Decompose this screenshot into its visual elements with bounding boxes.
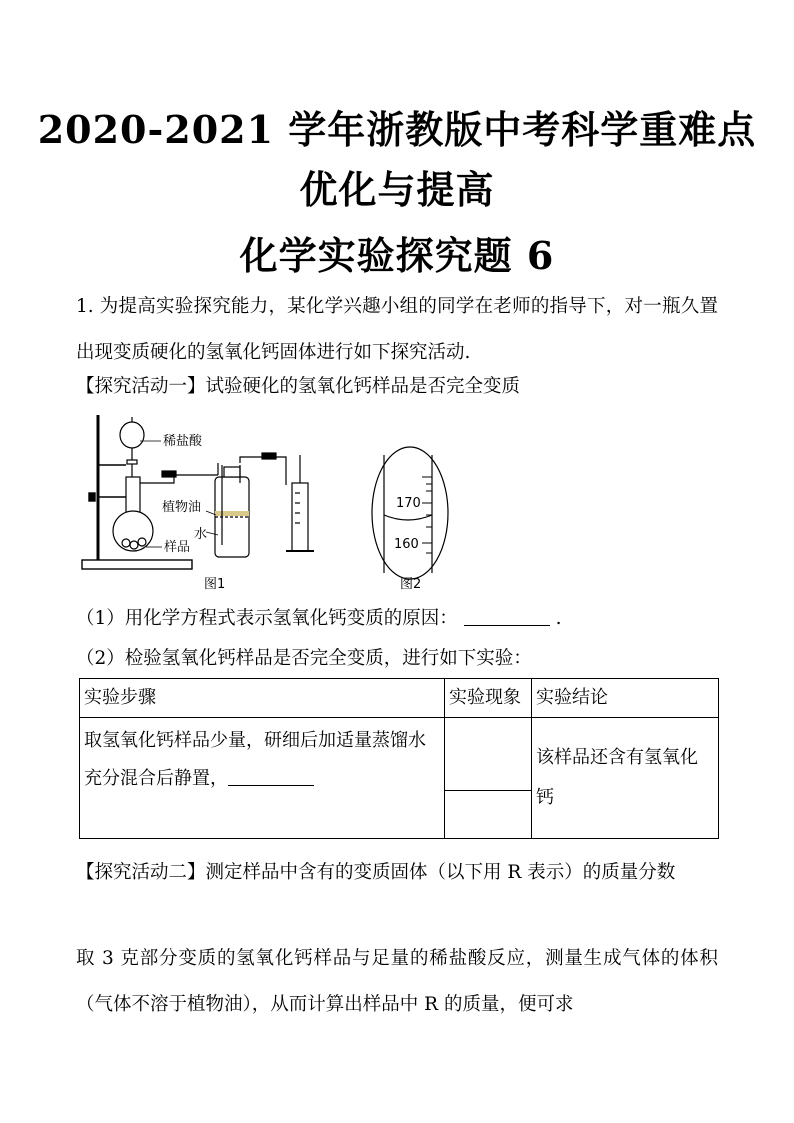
label-acid: 稀盐酸 (163, 434, 203, 449)
answer-blank-equation[interactable] (464, 607, 550, 626)
label-sample: 样品 (164, 540, 191, 555)
scale-zoom (372, 447, 448, 579)
apparatus-figure (76, 405, 466, 600)
scale-tick-170: 170 (396, 496, 421, 511)
activity-two-heading: 【探究活动二】测定样品中含有的变质固体（以下用 R 表示）的质量分数 (76, 862, 676, 883)
sub-question-2: （2）检验氢氧化钙样品是否完全变质，进行如下实验： (76, 648, 532, 669)
header-phenomenon: 实验现象 (445, 679, 532, 718)
sub-question-1-end: . (555, 608, 562, 629)
experiment-table (79, 678, 719, 839)
question-intro: 1. 为提高实验探究能力，某化学兴趣小组的同学在老师的指导下，对一瓶久置出现变质硬化的氢氧化钙固体进行如下探究活动. (76, 296, 718, 363)
title-line-2: 优化与提高 (299, 167, 495, 212)
label-oil: 植物油 (162, 500, 202, 515)
title-line-3: 化学实验探究题 6 (239, 233, 555, 278)
step-text-2 (84, 760, 440, 798)
measuring-cylinder (286, 455, 314, 551)
activity-two-body: 取 3 克部分变质的氢氧化钙样品与足量的稀盐酸反应，测量生成气体的体积（气体不溶于植物油），从而计算出样品中 R 的质量，便可求 (76, 948, 718, 1015)
conclusion-cell (532, 718, 719, 839)
label-water: 水 (194, 527, 208, 542)
sub-question-1 (76, 606, 561, 632)
header-steps: 实验步骤 (80, 679, 445, 718)
header-conclusion: 实验结论 (532, 679, 719, 718)
title-line-1: 2020-2021 学年浙教版中考科学重难点 (37, 107, 757, 152)
activity-one-heading: 【探究活动一】试验硬化的氢氧化钙样品是否完全变质 (76, 376, 521, 397)
phenomenon-divider (445, 790, 531, 791)
table-row (80, 718, 719, 839)
separatory-funnel (120, 417, 144, 477)
table-header-row (80, 679, 719, 718)
scale-tick-160: 160 (394, 537, 419, 552)
gas-bottle (215, 453, 286, 557)
sub-question-1-text: （1）用化学方程式表示氢氧化钙变质的原因： (76, 608, 458, 629)
conclusion-text: 该样品还含有氢氧化钙 (536, 747, 698, 808)
step-text-1: 取氢氧化钙样品少量，研细后加适量蒸馏水 (84, 730, 426, 751)
caption-figure-2: 图2 (400, 577, 422, 592)
phenomenon-cell[interactable] (445, 718, 532, 839)
answer-blank-step[interactable] (228, 767, 314, 786)
caption-figure-1: 图1 (204, 577, 226, 592)
step-text-2-label: 充分混合后静置， (84, 768, 228, 789)
step-cell (80, 718, 445, 839)
